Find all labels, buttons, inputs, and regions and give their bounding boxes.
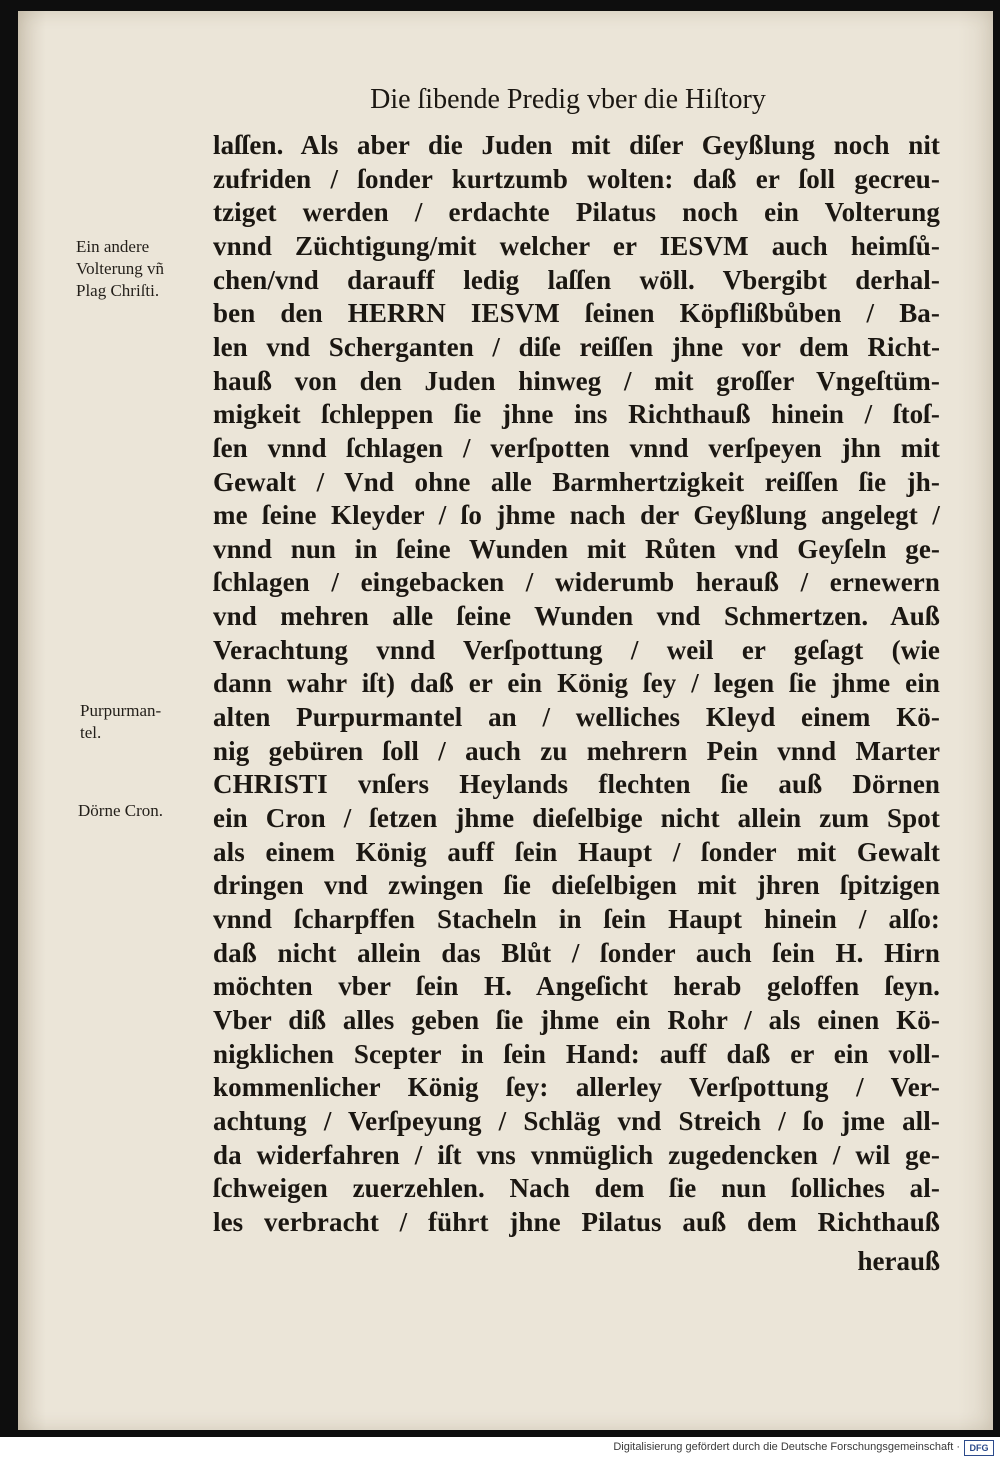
text-line bbox=[213, 936, 940, 970]
text-line bbox=[213, 263, 940, 297]
running-head-text: Die ſibende Predig vber die Hiſtory bbox=[370, 84, 766, 115]
text-line-content: ſen vnnd ſchlagen / verſpotten vnnd verſpeyen jhn mit bbox=[213, 432, 941, 463]
margin-note-line: Dörne Cron. bbox=[78, 801, 163, 820]
text-line-content: möchten vber ſein H. Angeſicht herab geloffen ſeyn. bbox=[213, 971, 940, 1002]
text-line-content: nig gebüren ſoll / auch zu mehrern Pein vnnd Marter bbox=[213, 735, 941, 766]
dfg-logo: DFG bbox=[964, 1440, 994, 1456]
text-line bbox=[213, 431, 940, 465]
text-line bbox=[213, 700, 940, 734]
text-line bbox=[213, 801, 940, 835]
text-line bbox=[213, 465, 940, 499]
text-line-content: alten Purpurmantel an / welliches Kleyd einem Kö- bbox=[213, 702, 940, 732]
text-line bbox=[213, 397, 940, 431]
text-line-content: Verachtung vnnd Verſpottung / weil er geſagt (wie bbox=[213, 634, 940, 665]
text-line bbox=[213, 902, 940, 936]
running-head bbox=[352, 82, 784, 118]
catchword bbox=[213, 1244, 940, 1278]
text-line bbox=[213, 734, 940, 768]
text-line bbox=[213, 1138, 940, 1172]
text-line-content: hauß von den Juden hinweg / mit groſſer Vngeſtüm- bbox=[213, 365, 940, 396]
catchword-text: herauß bbox=[857, 1246, 940, 1276]
text-line bbox=[213, 868, 940, 902]
text-line bbox=[213, 1070, 940, 1104]
text-line-content: achtung / Verſpeyung / Schläg vnd Streich / ſo jme all- bbox=[213, 1105, 940, 1136]
text-line bbox=[213, 498, 940, 532]
margin-note-line: Plag Chriſti. bbox=[76, 281, 160, 300]
text-line-content: laſſen. Als aber die Juden mit diſer Geyßlung noch nit bbox=[213, 130, 941, 160]
text-line bbox=[213, 532, 940, 566]
text-line bbox=[213, 1104, 940, 1138]
text-line-content: ein Cron / ſetzen jhme dieſelbige nicht allein zum Spot bbox=[213, 803, 940, 833]
margin-note bbox=[76, 236, 164, 302]
margin-note-line: Purpurman- bbox=[80, 701, 162, 720]
text-line bbox=[213, 364, 940, 398]
text-line-content: zufriden / ſonder kurtzumb wolten: daß er ſoll gecreu- bbox=[213, 163, 940, 194]
text-line bbox=[213, 296, 940, 330]
text-line bbox=[213, 565, 940, 599]
margin-note-line: tel. bbox=[80, 723, 102, 742]
text-line bbox=[213, 1205, 940, 1239]
text-line-content: ſchlagen / eingebacken / widerumb herauß / ernewern bbox=[213, 567, 941, 598]
text-line bbox=[213, 1037, 940, 1071]
text-line bbox=[213, 1171, 940, 1205]
text-line bbox=[213, 128, 940, 162]
text-line-content: len vnd Scherganten / diſe reiſſen jhne vor dem Richt- bbox=[213, 331, 941, 362]
text-line-content: vnnd nun in ſeine Wunden mit Růten vnd Geyſeln ge- bbox=[213, 533, 941, 564]
margin-note bbox=[80, 700, 161, 744]
text-line-content: vnnd Züchtigung/mit welcher er IESVM auch heimſů- bbox=[213, 230, 941, 261]
text-line bbox=[213, 969, 940, 1003]
text-line-content: vnnd ſcharpffen Stacheln in ſein Haupt hinein / alſo: bbox=[213, 903, 941, 934]
text-line bbox=[213, 835, 940, 869]
text-line-content: daß nicht allein das Blůt / ſonder auch ſein H. Hirn bbox=[213, 937, 940, 968]
text-line-content: dringen vnd zwingen ſie dieſelbigen mit jhren ſpitzigen bbox=[213, 870, 940, 901]
text-line bbox=[213, 767, 940, 801]
margin-note-line: Volterung vñ bbox=[76, 259, 164, 278]
text-line-content: Gewalt / Vnd ohne alle Barmhertzigkeit reiſſen ſie jh- bbox=[213, 466, 940, 497]
text-line bbox=[213, 666, 940, 700]
text-line-content: chen/vnd darauff ledig laſſen wöll. Vbergibt derhal- bbox=[213, 264, 940, 295]
text-line bbox=[213, 633, 940, 667]
text-line bbox=[213, 1003, 940, 1037]
text-line-content: ſchweigen zuerzehlen. Nach dem ſie nun ſolliches al- bbox=[213, 1173, 940, 1204]
text-line-content: vnd mehren alle ſeine Wunden vnd Schmertzen. Auß bbox=[213, 601, 941, 632]
text-line-content: ben den HERRN IESVM ſeinen Köpflißbůben / Ba- bbox=[213, 298, 940, 329]
text-line-content: CHRISTI vnſers Heylands flechten ſie auß Dörnen bbox=[213, 769, 941, 800]
margin-note-line: Ein andere bbox=[76, 237, 150, 256]
text-line bbox=[213, 229, 940, 263]
text-line bbox=[213, 162, 940, 196]
text-line bbox=[213, 330, 940, 364]
text-line bbox=[213, 599, 940, 633]
text-line bbox=[213, 195, 940, 229]
text-line-content: da widerfahren / iſt vns vnmüglich zugedencken / wil ge- bbox=[213, 1139, 940, 1170]
margin-note bbox=[78, 800, 163, 822]
text-line-content: migkeit ſchleppen ſie jhne ins Richthauß hinein / ſtoſ- bbox=[213, 399, 940, 430]
text-line-content: nigklichen Scepter in ſein Hand: auff daß er ein voll- bbox=[213, 1038, 940, 1069]
text-line-content: tziget werden / erdachte Pilatus noch ein Volterung bbox=[213, 197, 940, 228]
text-line-content: kommenlicher König ſey: allerley Verſpottung / Ver- bbox=[213, 1072, 940, 1103]
text-line-content: dann wahr iſt) daß er ein König ſey / legen ſie jhme ein bbox=[213, 668, 940, 699]
text-line-content: Vber diß alles geben ſie jhme ein Rohr / als einen Kö- bbox=[213, 1004, 940, 1035]
text-line-content: als einem König auff ſein Haupt / ſonder mit Gewalt bbox=[213, 836, 941, 867]
text-line-content: me ſeine Kleyder / ſo jhme nach der Geyßlung angelegt / bbox=[213, 500, 940, 531]
digitization-credit: Digitalisierung gefördert durch die Deutsche Forschungsgemeinschaft · bbox=[613, 1441, 960, 1453]
text-line-content: les verbracht / führt jhne Pilatus auß dem Richthauß bbox=[213, 1206, 941, 1237]
